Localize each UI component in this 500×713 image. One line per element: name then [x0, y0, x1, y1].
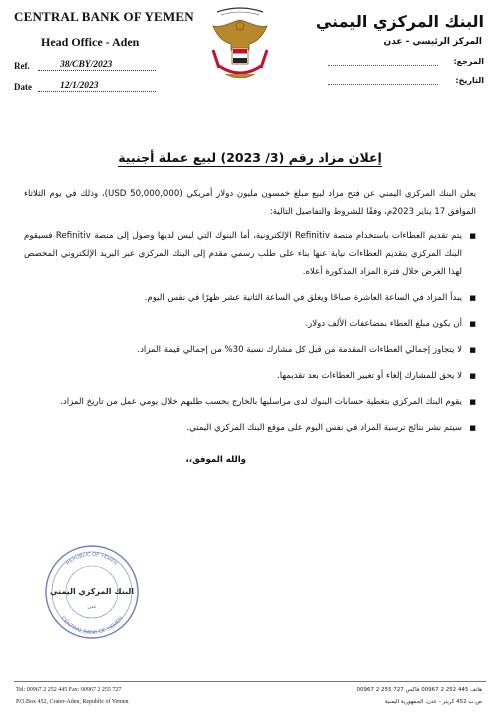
stamp-bottom-text: CENTRAL BANK OF YEMEN: [59, 615, 125, 637]
ref-dots-ar: [328, 57, 438, 66]
list-item: ■ يبدأ المزاد في الساعة العاشرة صباحًا ويغلق في الساعة الثانية عشر ظهرًا في نفس اليوم.: [24, 289, 476, 307]
footer-arabic: [357, 684, 483, 708]
announcement-body: [24, 185, 476, 469]
stamp-sub-text: عدن: [87, 604, 97, 610]
svg-text:REPUBLIC OF YEMEN: [65, 552, 118, 567]
footer-ar-contact: هاتف 445 252 2 00967 فاكس 727 255 2 00967: [356, 687, 482, 693]
list-item: ■ سيتم نشر نتائج ترسية المزاد في نفس اليوم على موقع البنك المركزي اليمني.: [24, 419, 476, 437]
date-value: 12/1/2023: [38, 81, 156, 92]
head-office-en: Head Office - Aden: [41, 35, 140, 49]
conditions-list: [24, 227, 476, 437]
stamp-top-text: REPUBLIC OF YEMEN: [65, 551, 119, 567]
date-label-ar: التاريخ:: [455, 76, 484, 85]
svg-text:CENTRAL BANK OF YEMEN: [59, 616, 124, 636]
header-english: [14, 9, 199, 92]
date-label: Date: [14, 82, 32, 92]
stamp-center-text: البنك المركزي اليمني: [49, 587, 135, 596]
head-office-ar: المركز الرئيسي - عدن: [383, 37, 482, 47]
ref-row-ar: [314, 57, 484, 66]
footer-en-address: P.O.Box 452, Crater-Aden, Republic of Yemen: [16, 699, 129, 705]
list-item: ■ أن يكون مبلغ العطاء بمضاعفات الألف دولار.: [24, 315, 476, 333]
bank-name-en: CENTRAL BANK OF YEMEN: [14, 9, 194, 24]
date-row: [14, 81, 199, 92]
list-item: ■ يتم تقديم العطاءات باستخدام منصة Refinitiv الإلكترونية، أما البنوك التي ليس لديها وصول إلى منصة Refinitiv فسيقوم البنك المركزي بتقديم العطاءات نيابة عنها بناء على طلب رسمي مقدم إلى البنك المركزي عبر البريد الإلكتروني المخصص لهذا الغرض خلال فترة المزاد المذكورة أعلاه.: [24, 227, 476, 281]
ref-row: [14, 60, 199, 71]
ref-value: 38/CBY/2023: [38, 60, 156, 71]
footer-divider: [14, 681, 486, 682]
bank-name-ar: البنك المركزي اليمني: [315, 12, 484, 31]
ref-label: Ref.: [14, 61, 30, 71]
list-item: ■ لا يحق للمشارك إلغاء أو تغيير العطاءات بعد تقديمها.: [24, 367, 476, 385]
footer-ar-address: ص.ب 452 كريتر - عدن، الجمهورية اليمنية: [384, 699, 482, 705]
footer-en-contact: Tel: 00967 2 252 445 Fax: 00967 2 255 727: [16, 687, 122, 693]
yemen-emblem-icon: [205, 6, 275, 88]
date-row-ar: [314, 76, 484, 85]
header-arabic: [314, 12, 484, 85]
list-item: ■ لا يتجاوز إجمالي العطاءات المقدمة من قبل كل مشارك نسبة 30% من إجمالي قيمة المزاد.: [24, 341, 476, 359]
closing-text: والله الموفق،،: [185, 455, 246, 465]
ref-label-ar: المرجع:: [453, 57, 484, 66]
intro-paragraph: يعلن البنك المركزي اليمني عن فتح مزاد لبيع مبلغ خمسون مليون دولار أمريكي (50,000,000 USD)، وذلك في يوم الثلاثاء الموافق 17 يناير 2023م، وفقًا للشروط والتفاصيل التالية:: [24, 189, 476, 217]
list-item: ■ يقوم البنك المركزي بتغطية حسابات البنوك لدى مراسليها بالخارج بحسب طلبهم خلال يومي عمل من تاريخ المزاد.: [24, 393, 476, 411]
footer-english: [16, 684, 129, 708]
date-dots-ar: [328, 76, 438, 85]
announcement-title: [0, 150, 500, 165]
official-stamp-icon: [42, 542, 142, 642]
title-text: إعلان مزاد رقم (3/ 2023) لبيع عملة أجنبية: [118, 150, 382, 165]
